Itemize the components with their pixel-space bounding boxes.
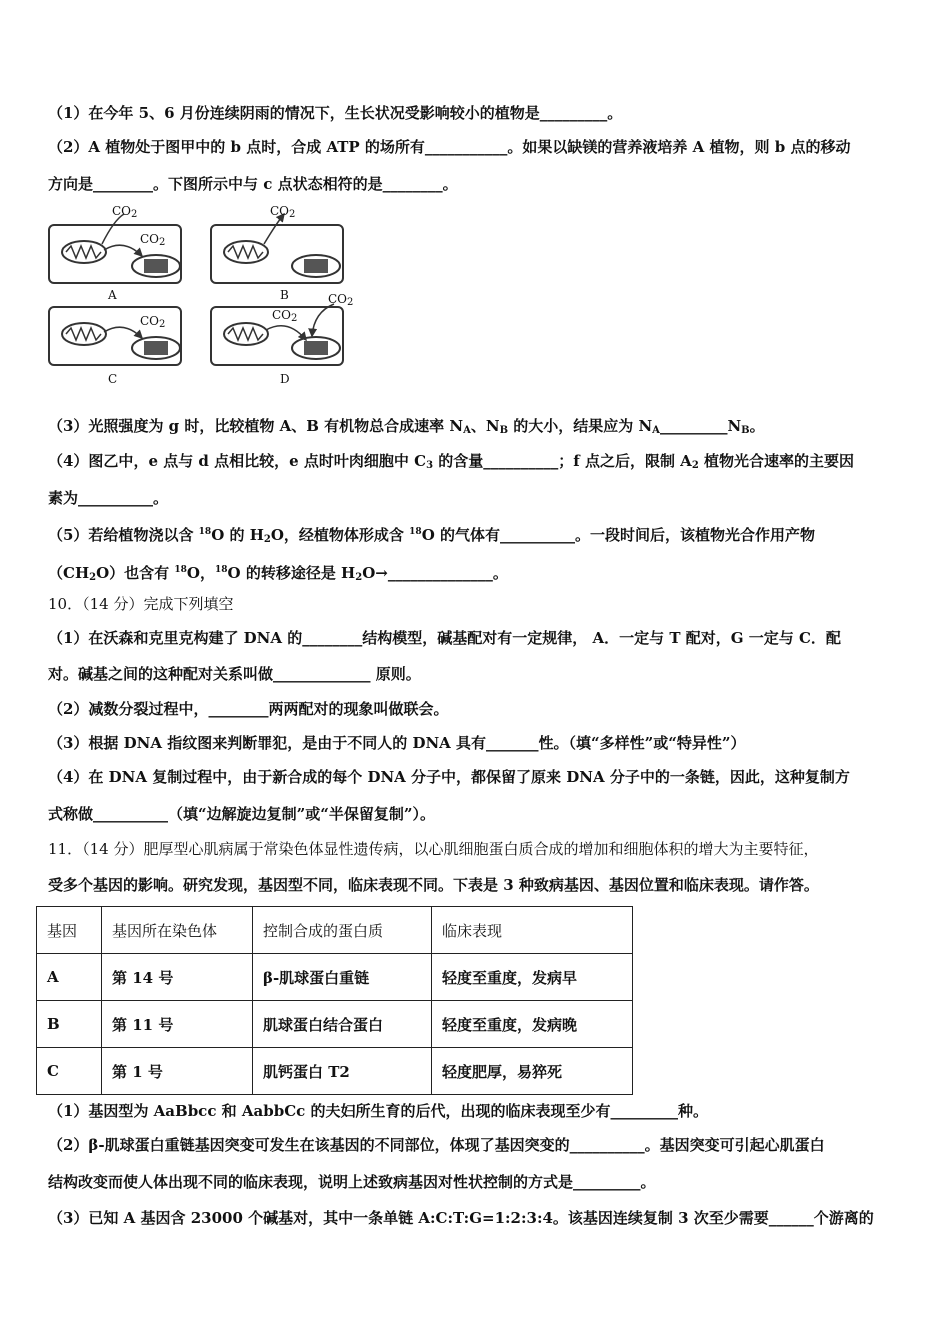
arrow-a-down [104,245,142,256]
table-cell: 第 14 号 [102,954,253,1001]
cell-panel-b [210,224,344,284]
table-header-cell: 临床表现 [432,907,633,954]
co2-label-b: $CO_2$ [270,204,296,220]
table-header-cell: 基因所在染色体 [102,907,253,954]
q9-part2-line2: 方向是________。下图所示中与 c 点状态相符的是________。 [48,175,458,193]
q11-part3: （3）已知 A 基因含 23000 个碱基对，其中一条单链 A:C:T:G=1:2:3:4。该基因连续复制 3 次至少需要______个游离的 [48,1209,874,1227]
table-cell: 肌球蛋白结合蛋白 [253,1001,432,1048]
q10-part2: （2）减数分裂过程中，________两两配对的现象叫做联会。 [48,700,449,718]
q11-heading-line2: 受多个基因的影响。研究发现，基因型不同，临床表现不同。下表是 3 种致病基因、基因位置和临床表现。请作答。 [48,876,819,894]
gene-table [36,906,633,1095]
co2-label-c: $CO_2$ [140,314,166,330]
table-row [37,1048,633,1095]
q9-part3: （3）光照强度为 g 时，比较植物 A、B 有机物总合成速率 $N_A$、$N_B$ 的大小，结果应为 $N_A\_\_\_\_\_\_\_\_\_N_B$。 [48,417,765,436]
q10-heading: 10．（14 分）完成下列填空 [48,595,234,613]
co2-label-d1: $CO_2$ [272,308,298,324]
q11-part2-line2: 结构改变而使人体出现不同的临床表现，说明上述致病基因对性状控制的方式是_________。 [48,1173,656,1191]
q10-part4-line2: 式称做__________（填“边解旋边复制”或“半保留复制”）。 [48,805,436,823]
table-cell: 轻度肥厚，易猝死 [432,1048,633,1095]
table-cell: C [37,1048,102,1095]
panel-label-b: B [280,288,289,302]
table-header-cell: 控制合成的蛋白质 [253,907,432,954]
table-cell: 轻度至重度，发病早 [432,954,633,1001]
q10-part3: （3）根据 DNA 指纹图来判断罪犯，是由于不同人的 DNA 具有_______性。（填“多样性”或“特异性”） [48,734,746,752]
q9-part5-line1: （5）若给植物浇以含 $^{18}$O 的 $H_2O$，经植物体形成含 $^{18}$O 的气体有__________。一段时间后，该植物光合作用产物 [48,526,815,545]
table-cell: 肌钙蛋白 T2 [253,1048,432,1095]
table-row [37,1001,633,1048]
q11-heading-line1: 11．（14 分）肥厚型心肌病属于常染色体显性遗传病，以心肌细胞蛋白质合成的增加和细胞体积的增大为主要特征， [48,840,819,858]
q10-part1-line1: （1）在沃森和克里克构建了 DNA 的________结构模型，碱基配对有一定规律， A．一定与 T 配对，G 一定与 C．配 [48,629,841,647]
q11-part1: （1）基因型为 AaBbcc 和 AabbCc 的夫妇所生育的后代，出现的临床表现至少有_________种。 [48,1102,709,1120]
table-header-row [37,907,633,954]
cristae-a [66,246,101,258]
co2-label-d2: $CO_2$ [328,292,354,308]
granum-a [144,259,168,273]
q10-part1-line2: 对。碱基之间的这种配对关系叫做_____________ 原则。 [48,665,421,683]
q10-part4-line1: （4）在 DNA 复制过程中，由于新合成的每个 DNA 分子中，都保留了原来 DNA 分子中的一条链，因此，这种复制方 [48,768,850,786]
q9-part1: （1）在今年 5、6 月份连续阴雨的情况下，生长状况受影响较小的植物是_________。 [48,104,623,122]
q9-part4-line2: 素为__________。 [48,489,169,507]
table-cell: β-肌球蛋白重链 [253,954,432,1001]
q9-part5-line2: $(CH_2O)$也含有 $^{18}$O，$^{18}$O 的转移途径是 $H_2O\to\_\_\_\_\_\_\_\_\_\_\_\_\_\_$。 [48,564,508,583]
table-header-cell: 基因 [37,907,102,954]
table-row [37,954,633,1001]
table-cell: 第 1 号 [102,1048,253,1095]
table-cell: B [37,1001,102,1048]
co2-label-a2: $CO_2$ [140,232,166,248]
q9-part2-line1: （2）A 植物处于图甲中的 b 点时，合成 ATP 的场所有___________。如果以缺镁的营养液培养 A 植物，则 b 点的移动 [48,138,851,156]
panel-label-a: A [108,288,117,302]
co2-label-a1: $CO_2$ [112,204,138,220]
panel-label-c: C [108,372,118,386]
q11-part2-line1: （2）β-肌球蛋白重链基因突变可发生在该基因的不同部位，体现了基因突变的__________。基因突变可引起心肌蛋白 [48,1136,825,1154]
panel-label-d: D [280,372,290,386]
table-cell: 第 11 号 [102,1001,253,1048]
cell-diagram-figure [44,200,364,390]
table-cell: 轻度至重度，发病晚 [432,1001,633,1048]
table-cell: A [37,954,102,1001]
q9-part4-line1: （4）图乙中，e 点与 d 点相比较，e 点时叶肉细胞中 $C_3$ 的含量__________；f 点之后，限制 $A_2$ 植物光合速率的主要因 [48,452,855,471]
